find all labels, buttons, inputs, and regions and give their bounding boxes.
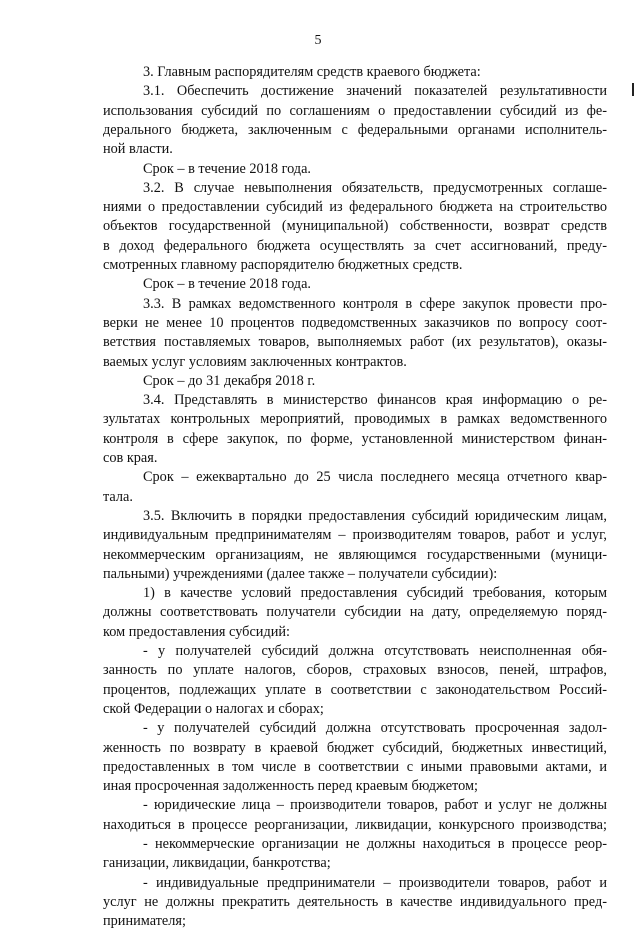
text-line: ниями о предоставлении субсидий из федерального бюджета на строительство	[103, 199, 607, 216]
text-line: ской Федерации о налогах и сборах;	[103, 700, 324, 717]
text-line: сов края.	[103, 450, 158, 466]
text-line: в доход федерального бюджета осуществлять за счет ассигнований, преду-	[103, 237, 607, 254]
text-line: пальными) учреждениями (далее также – получатели субсидии):	[103, 565, 498, 582]
text-line: женность по возврату в краевой бюджет субсидий, бюджетных инвестиций,	[103, 739, 607, 756]
text-line: 3.4. Представлять в министерство финансов края информацию о ре-	[143, 392, 607, 409]
text-line: верки не менее 10 процентов подведомственных заказчиков по вопросу соот-	[103, 314, 607, 331]
text-line: Срок – в течение 2018 года.	[143, 160, 312, 177]
text-line: находиться в процессе реорганизации, ликвидации, конкурсного производства;	[103, 816, 607, 833]
text-line: использования субсидий по соглашениям о предоставлении субсидий из фе-	[103, 102, 607, 119]
text-line: услуг не должны прекратить деятельность в качестве индивидуального пред-	[103, 893, 607, 910]
text-line: принимателя;	[103, 913, 186, 930]
text-line: процентов, подлежащих уплате в соответствии с законодательством Россий-	[103, 681, 607, 698]
text-line: смотренных главному распорядителю бюджетных средств.	[103, 257, 463, 273]
page-number: 5	[314, 33, 322, 48]
text-line: - у получателей субсидий должна отсутствовать просроченная задол-	[143, 720, 607, 737]
text-line: ветствия поставляемых товаров, выполняемых работ (их результатов), оказы-	[103, 334, 607, 351]
text-line: - некоммерческие организации не должны находиться в процессе реор-	[143, 836, 607, 852]
scan-edge-mark	[632, 83, 634, 96]
text-line: ваемых услуг условиям заключенных контрактов.	[103, 353, 407, 370]
text-line: тала.	[103, 488, 133, 505]
text-line: - юридические лица – производители товаров, работ и услуг не должны	[143, 797, 607, 814]
text-line: 3.2. В случае невыполнения обязательств, предусмотренных соглаше-	[143, 179, 607, 196]
text-line: контроля в сфере закупок, по форме, установленной министерством финан-	[103, 430, 607, 447]
text-line: дерального бюджета, заключенным с федеральными органами исполнитель-	[103, 121, 607, 138]
text-line: ганизации, ликвидации, банкротства;	[103, 855, 331, 872]
text-line: ной власти.	[103, 141, 173, 158]
text-line: объектов государственной (муниципальной) собственности, возврат средств	[103, 218, 607, 235]
text-line: 3.5. Включить в порядки предоставления субсидий юридическим лицам,	[143, 507, 607, 524]
text-line: Срок – в течение 2018 года.	[143, 276, 312, 293]
text-line: 3.3. В рамках ведомственного контроля в сфере закупок провести про-	[143, 295, 607, 312]
text-line: Срок – до 31 декабря 2018 г.	[143, 372, 316, 389]
text-line: ком предоставления субсидий:	[103, 623, 290, 640]
text-line: предоставленных в том числе в соответствии с иными правовыми актами, и	[103, 758, 607, 775]
text-line: Срок – ежеквартально до 25 числа последнего месяца отчетного квар-	[143, 469, 607, 486]
text-line: зультатах контрольных мероприятий, проводимых в рамках ведомственного	[103, 411, 607, 428]
text-line: иная просроченная задолженность перед краевым бюджетом;	[103, 778, 479, 795]
text-line: 3.1. Обеспечить достижение значений показателей результативности	[143, 83, 607, 100]
text-line: занность по уплате налогов, сборов, страховых взносов, пеней, штрафов,	[103, 662, 607, 679]
text-line: индивидуальным предпринимателям – производителям товаров, работ и услуг,	[103, 527, 607, 544]
text-line: некоммерческим организациям, не являющимся государственными (муници-	[103, 546, 607, 563]
text-line: 1) в качестве условий предоставления субсидий требования, которым	[143, 585, 607, 602]
text-line: - индивидуальные предприниматели – производители товаров, работ и	[143, 874, 607, 891]
text-line: - у получателей субсидий должна отсутствовать неисполненная обя-	[143, 643, 607, 659]
text-line: должны соответствовать получатели субсидии на дату, определяемую поряд-	[103, 604, 607, 621]
text-line: 3. Главным распорядителям средств краевого бюджета:	[143, 64, 481, 80]
